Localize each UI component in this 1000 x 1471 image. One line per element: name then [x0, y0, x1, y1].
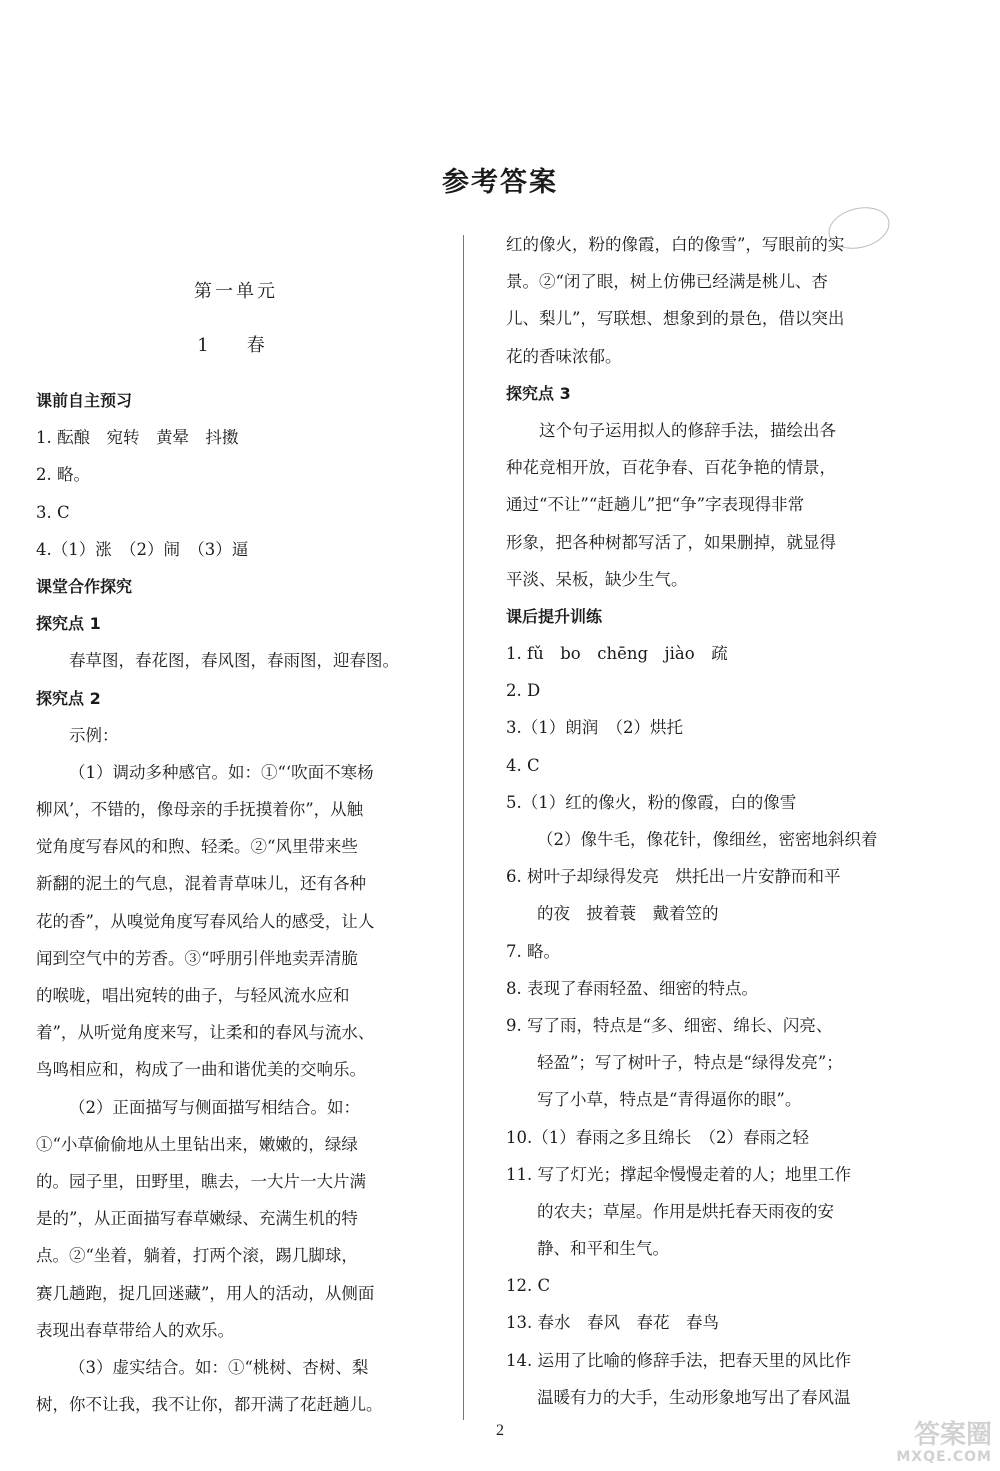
- lesson-title: 1 春: [197, 335, 275, 356]
- answer-line: 温暖有力的大手，生动形象地写出了春风温: [537, 1387, 851, 1407]
- answer-line: 春草图，春花图，春风图，春雨图，迎春图。: [69, 651, 399, 671]
- answer-line: （3）虚实结合。如：①“桃树、杏树、梨: [69, 1357, 369, 1377]
- right-column: [506, 226, 902, 1416]
- section-heading: 探究点 1: [36, 614, 101, 634]
- answer-line: 儿、梨儿”，写联想、想象到的景色，借以突出: [506, 309, 845, 329]
- section-heading: 探究点 3: [506, 383, 571, 403]
- answer-line: 闻到空气中的芳香。③“呼朋引伴地卖弄清脆: [36, 948, 358, 968]
- answer-line: 9. 写了雨，特点是“多、细密、绵长、闪亮、: [506, 1015, 833, 1035]
- answer-line: 11. 写了灯光；撑起伞慢慢走着的人；地里工作: [506, 1164, 851, 1184]
- watermark-text: 答案圈: [913, 1420, 992, 1450]
- answer-line: （2）像牛毛，像花针，像细丝，密密地斜织着: [537, 830, 878, 849]
- answer-line: 示例：: [69, 725, 119, 745]
- answer-line: 的喉咙，唱出宛转的曲子，与轻风流水应和: [36, 986, 350, 1005]
- answer-line: 写了小草，特点是“青得逼你的眼”。: [537, 1090, 802, 1110]
- answer-line: 平淡、呆板，缺少生气。: [506, 569, 688, 589]
- answer-line: 1. 酝酿 宛转 黄晕 抖擞: [36, 428, 239, 448]
- section-heading: 课前自主预习: [36, 391, 133, 410]
- answer-line: 的夜 披着蓑 戴着笠的: [537, 904, 719, 924]
- left-lines: [36, 382, 436, 1423]
- answer-line: 12. C: [506, 1276, 551, 1296]
- answer-line: ①“小草偷偷地从土里钻出来，嫩嫩的，绿绿: [36, 1134, 358, 1154]
- watermark-url: MXQE.COM: [896, 1449, 992, 1465]
- answer-line: （2）正面描写与侧面描写相结合。如：: [69, 1097, 360, 1117]
- answer-line: 花的香味浓郁。: [506, 346, 622, 366]
- page-title: 参考答案: [442, 167, 558, 198]
- answer-line: 赛几趟跑，捉几回迷藏”，用人的活动，从侧面: [36, 1283, 375, 1303]
- answer-line: 树，你不让我，我不让你，都开满了花赶趟儿。: [36, 1395, 383, 1415]
- answer-line: 13. 春水 春风 春花 春鸟: [506, 1313, 719, 1333]
- answer-line: 通过“不让”“赶趟儿”把“争”字表现得非常: [506, 495, 805, 515]
- answer-line: 7. 略。: [506, 941, 560, 961]
- answer-line: 3. C: [36, 502, 70, 522]
- answer-line: 着”，从听觉角度来写，让柔和的春风与流水、: [36, 1023, 375, 1043]
- section-heading: 课堂合作探究: [36, 576, 133, 596]
- right-lines: [506, 226, 902, 1416]
- answer-line: 14. 运用了比喻的修辞手法，把春天里的风比作: [506, 1350, 851, 1370]
- section-heading: 探究点 2: [36, 688, 101, 708]
- answer-line: 10.（1）春雨之多且绵长 （2）春雨之轻: [506, 1127, 809, 1147]
- answer-line: 静、和平和生气。: [537, 1239, 669, 1259]
- column-divider: [463, 235, 464, 1420]
- answer-line: （1）调动多种感官。如：①“‘吹面不寒杨: [69, 762, 374, 782]
- answer-line: 形象，把各种树都写活了，如果删掉，就显得: [506, 532, 836, 552]
- answer-line: 鸟鸣相应和，构成了一曲和谐优美的交响乐。: [36, 1060, 366, 1080]
- answer-line: 4.（1）涨 （2）闹 （3）逼: [36, 539, 249, 559]
- answer-line: 1. fǔ bo chēng jiào 疏: [506, 644, 728, 664]
- answer-line: 红的像火，粉的像霞，白的像雪”，写眼前的实: [506, 235, 845, 254]
- answer-line: 种花竞相开放，百花争春、百花争艳的情景，: [506, 458, 836, 478]
- answer-line: 是的”，从正面描写春草嫩绿、充满生机的特: [36, 1209, 358, 1229]
- page-number: 2: [496, 1422, 504, 1439]
- answer-line: 柳风’，不错的，像母亲的手抚摸着你”，从触: [36, 800, 364, 820]
- answer-line: 点。②“坐着，躺着，打两个滚，踢几脚球，: [36, 1246, 358, 1266]
- answer-line: 的农夫；草屋。作用是烘托春天雨夜的安: [537, 1201, 834, 1221]
- answer-line: 2. D: [506, 681, 541, 701]
- answer-line: 轻盈”；写了树叶子，特点是“绿得发亮”；: [537, 1053, 843, 1073]
- answer-line: 2. 略。: [36, 465, 90, 485]
- left-column: [36, 274, 436, 1423]
- answer-line: 5.（1）红的像火，粉的像霞，白的像雪: [506, 792, 797, 812]
- answer-line: 的。园子里，田野里，瞧去，一大片一大片满: [36, 1171, 366, 1191]
- answer-line: 新翻的泥土的气息，混着青草味儿，还有各种: [36, 874, 366, 894]
- watermark-logo: [848, 1420, 992, 1465]
- answer-line: 6. 树叶子却绿得发亮 烘托出一片安静而和平: [506, 867, 841, 887]
- answer-line: 8. 表现了春雨轻盈、细密的特点。: [506, 978, 758, 998]
- answer-line: 这个句子运用拟人的修辞手法，描绘出各: [539, 420, 836, 440]
- answer-line: 4. C: [506, 755, 540, 775]
- answer-line: 3.（1）朗润 （2）烘托: [506, 718, 683, 738]
- unit-title: 第一单元: [194, 281, 278, 302]
- answer-line: 花的香”，从嗅觉角度写春风给人的感受，让人: [36, 911, 375, 931]
- answer-line: 觉角度写春风的和煦、轻柔。②“风里带来些: [36, 837, 358, 857]
- section-heading: 课后提升训练: [506, 606, 603, 626]
- answer-line: 表现出春草带给人的欢乐。: [36, 1320, 234, 1340]
- answer-line: 景。②“闭了眼，树上仿佛已经满是桃儿、杏: [506, 272, 828, 292]
